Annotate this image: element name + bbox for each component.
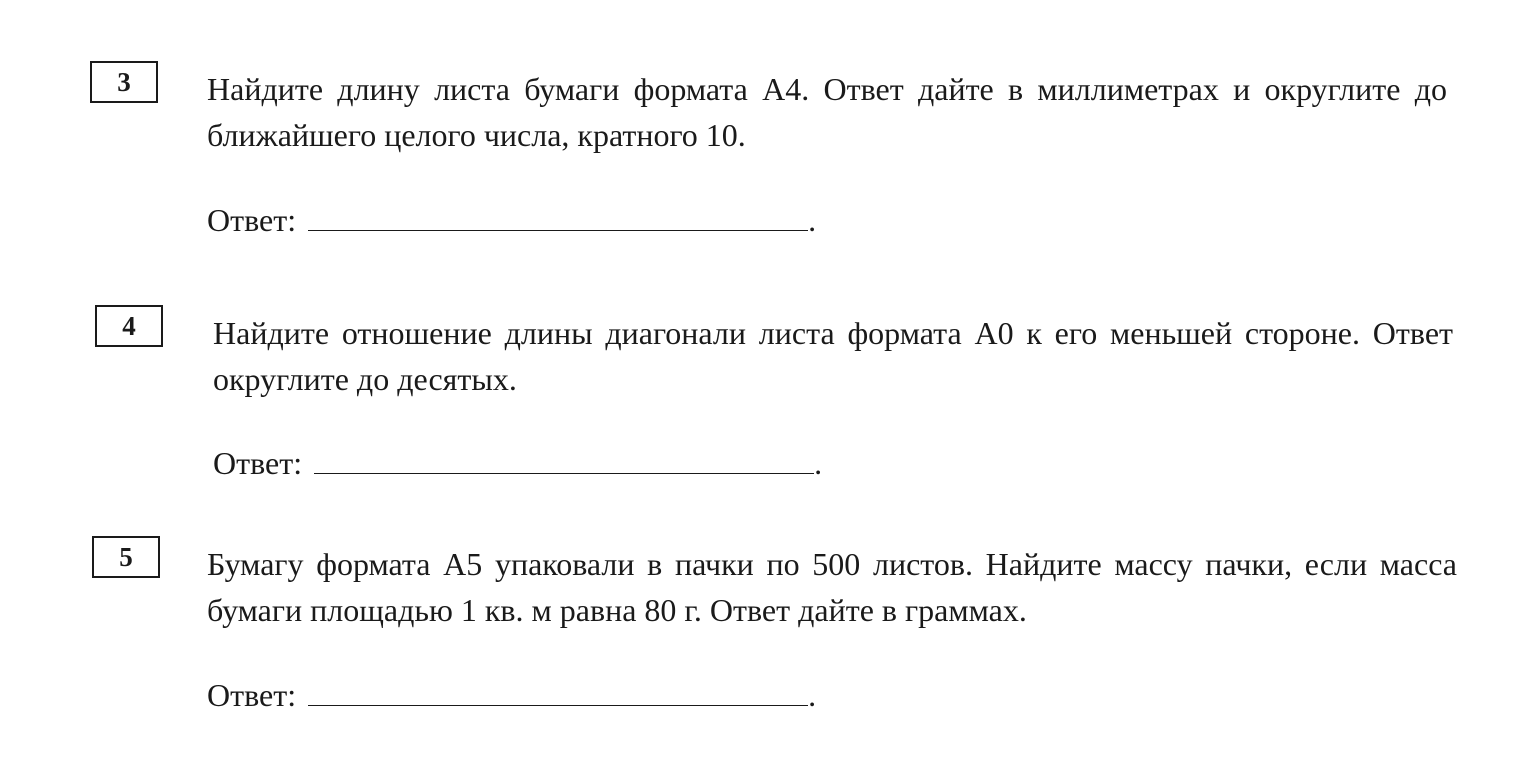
answer-label: Ответ:	[207, 677, 297, 713]
answer-row	[213, 443, 822, 483]
task-number-box: 3	[90, 61, 158, 103]
task-question-text: Найдите длину листа бумаги формата А4. Ответ дайте в миллиметрах и округлите до ближайшего целого числа, кратного 10.	[207, 71, 1447, 153]
answer-input-line[interactable]	[308, 677, 808, 706]
answer-end-dot: .	[814, 445, 823, 481]
answer-row	[207, 675, 816, 715]
task-question-text: Найдите отношение длины диагонали листа формата А0 к его меньшей стороне. Ответ округлите до десятых.	[213, 315, 1453, 397]
task-number-box: 4	[95, 305, 163, 347]
answer-label: Ответ:	[207, 202, 297, 238]
answer-input-line[interactable]	[308, 202, 808, 231]
answer-input-line[interactable]	[314, 445, 814, 474]
answer-end-dot: .	[808, 202, 817, 238]
answer-label: Ответ:	[213, 445, 303, 481]
answer-row	[207, 200, 816, 240]
answer-end-dot: .	[808, 677, 817, 713]
task-question-text: Бумагу формата А5 упаковали в пачки по 500 листов. Найдите массу пачки, если масса бумаги площадью 1 кв. м равна 80 г. Ответ дайте в граммах.	[207, 546, 1457, 628]
task-number-box: 5	[92, 536, 160, 578]
